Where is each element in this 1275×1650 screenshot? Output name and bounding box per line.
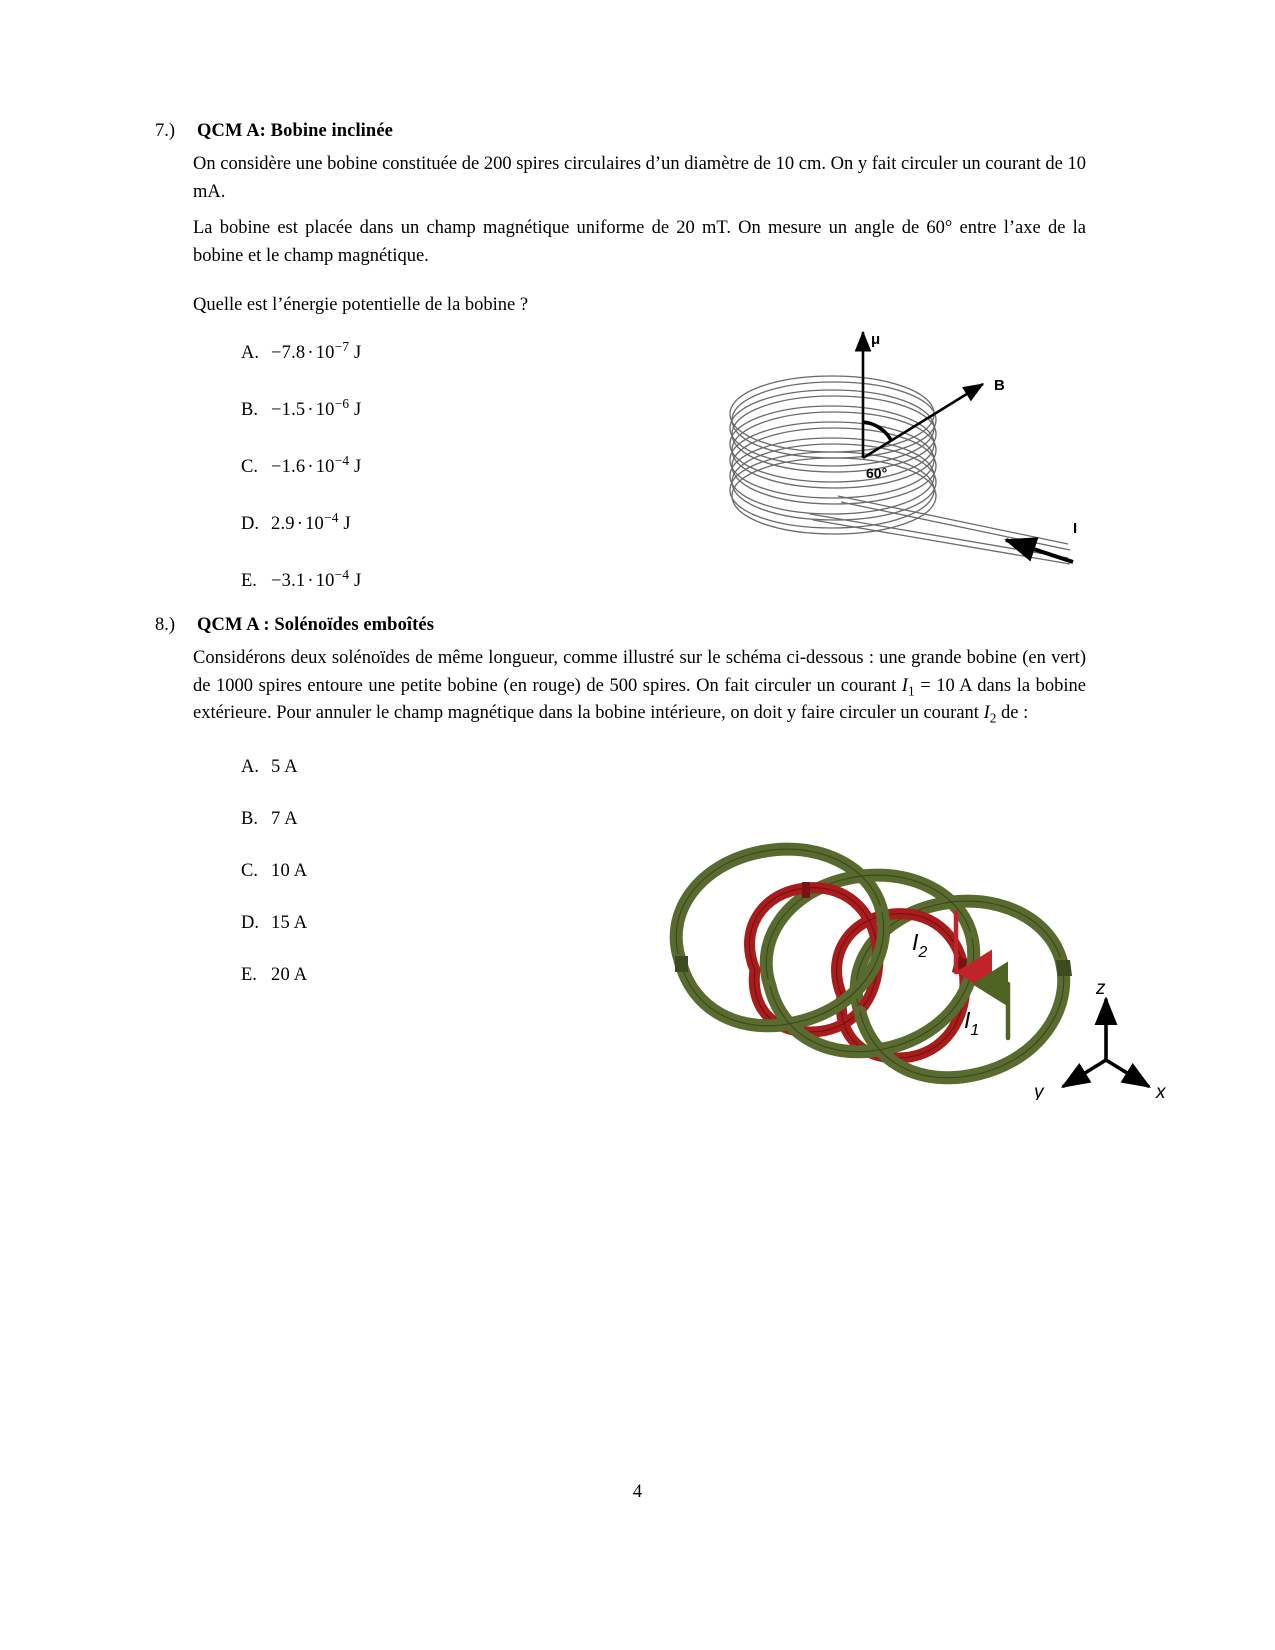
option-a-letter: A. bbox=[241, 342, 259, 363]
option-d-unit: J bbox=[343, 513, 351, 534]
multiplication-dot-icon: · bbox=[307, 399, 314, 420]
inner-current-symbol: I bbox=[912, 929, 919, 955]
question-8-line-3b: = 10 A dans la bobine extérieure. Pour annuler le champ magnétique dans la bobine bbox=[193, 675, 1086, 723]
option-d-value: $2.9 \cdot 10^{-4}$ J bbox=[271, 509, 351, 534]
option-e-value: 20 A bbox=[271, 964, 308, 985]
option-e-letter: E. bbox=[241, 964, 257, 985]
multiplication-dot-icon: · bbox=[307, 570, 314, 591]
x-axis-label: x bbox=[1156, 1082, 1166, 1100]
option-b-value: $-1.5 \cdot 10^{-6}$ J bbox=[271, 395, 362, 420]
option-d-mantissa: 2.9 bbox=[271, 513, 295, 534]
z-axis-label: z bbox=[1096, 978, 1106, 999]
option-a-value: $-7.8 \cdot 10^{-7}$ J bbox=[271, 338, 362, 363]
y-axis-arrow bbox=[1064, 1060, 1106, 1086]
option-d-value: 15 A bbox=[271, 912, 308, 933]
option-b-letter: B. bbox=[241, 808, 258, 829]
current-i2-subscript: 2 bbox=[989, 710, 997, 726]
coil-lead-wires bbox=[810, 496, 1070, 564]
option-c-unit: J bbox=[354, 456, 362, 477]
option-a-exponent: −7 bbox=[334, 338, 350, 354]
coordinate-axes bbox=[1032, 978, 1167, 1100]
option-c-letter: C. bbox=[241, 456, 258, 477]
question-8-title: QCM A : Solénoïdes emboîtés bbox=[197, 615, 435, 635]
inclined-coil-svg bbox=[718, 318, 1098, 588]
question-8-paragraph bbox=[193, 645, 1086, 728]
option-e-mantissa: −3.1 bbox=[271, 570, 306, 591]
option-e-letter: E. bbox=[241, 570, 257, 591]
magnetic-moment-label: μ bbox=[871, 331, 881, 348]
inclined-coil-diagram bbox=[718, 318, 1098, 588]
angle-label: 60° bbox=[866, 465, 888, 481]
option-b-unit: J bbox=[354, 399, 362, 420]
outer-coil-end-cap bbox=[675, 956, 688, 972]
current-i1-subscript: 1 bbox=[907, 683, 915, 699]
option-b-mantissa: −1.5 bbox=[271, 399, 306, 420]
question-7-paragraph-1: On considère une bobine constituée de 200 spires circulaires d’un diamètre de 10 cm. On y fait circuler un courant de 10 mA. bbox=[193, 154, 1086, 202]
option-c-mantissa: −1.6 bbox=[271, 456, 306, 477]
option-a-unit: J bbox=[354, 342, 362, 363]
multiplication-dot-icon: · bbox=[307, 456, 314, 477]
question-7-heading bbox=[155, 118, 1090, 144]
option-e-exponent: −4 bbox=[334, 566, 350, 582]
option-d-letter: D. bbox=[241, 912, 259, 933]
option-b-value: 7 A bbox=[271, 808, 298, 829]
x-axis-arrow bbox=[1106, 1060, 1148, 1086]
option-c-exponent: −4 bbox=[334, 452, 350, 468]
question-7-prompt: Quelle est l’énergie potentielle de la bobine ? bbox=[193, 295, 529, 315]
option-a-value: 5 A bbox=[271, 756, 298, 777]
option-e-value: $-3.1 \cdot 10^{-4}$ J bbox=[271, 566, 362, 591]
inner-current-subscript: 2 bbox=[918, 944, 928, 961]
nested-solenoids-svg bbox=[620, 760, 1180, 1100]
magnetic-field-label: B bbox=[994, 377, 1005, 394]
outer-current-label bbox=[964, 1007, 979, 1039]
outer-current-subscript: 1 bbox=[970, 1022, 980, 1039]
option-a-mantissa: −7.8 bbox=[271, 342, 306, 363]
outer-current-symbol: I bbox=[964, 1007, 971, 1033]
page-number: 4 bbox=[632, 1482, 643, 1502]
inner-coil-end-cap bbox=[802, 882, 810, 898]
question-7-number: 7.) bbox=[155, 121, 176, 141]
question-8-line-1: Considérons deux solénoïdes de même longueur, comme illustré sur le schéma ci-dessous : une grande bbox=[193, 648, 962, 668]
question-8-line-4b: de : bbox=[996, 703, 1029, 723]
option-c-letter: C. bbox=[241, 860, 258, 881]
option-b-letter: B. bbox=[241, 399, 258, 420]
option-d-exponent: −4 bbox=[324, 509, 339, 525]
multiplication-dot-icon: · bbox=[296, 513, 304, 534]
multiplication-dot-icon: · bbox=[307, 342, 314, 363]
question-7-title: QCM A: Bobine inclinée bbox=[197, 121, 393, 141]
question-8-line-2: bobine (en vert) de 1000 spires entoure une petite bobine (en rouge) de 500 spires. On fait circuler bbox=[193, 648, 1086, 696]
question-8-number: 8.) bbox=[155, 615, 176, 635]
question-8-line-3a: un courant bbox=[816, 675, 902, 696]
inner-current-label bbox=[912, 929, 927, 961]
question-8-line-4a: intérieure, on doit y faire circuler un courant bbox=[650, 703, 984, 723]
question-8-heading bbox=[155, 612, 1090, 638]
current-label: I bbox=[1073, 520, 1078, 537]
question-7-paragraph-2: La bobine est placée dans un champ magnétique uniforme de 20 mT. On mesure un angle de 60° entre l’axe de la bobine et le champ magnétique. bbox=[193, 218, 1086, 266]
current-i2-symbol: I bbox=[983, 703, 990, 723]
option-b-exponent: −6 bbox=[334, 395, 350, 411]
option-a-letter: A. bbox=[241, 756, 259, 777]
option-d-letter: D. bbox=[241, 513, 259, 534]
option-c-value: 10 A bbox=[271, 860, 308, 881]
outer-coil-end-cap bbox=[1056, 960, 1072, 976]
nested-solenoids-diagram bbox=[620, 760, 1180, 1100]
y-axis-label: y bbox=[1034, 1082, 1044, 1100]
option-c-value: $-1.6 \cdot 10^{-4}$ J bbox=[271, 452, 362, 477]
option-e-unit: J bbox=[354, 570, 362, 591]
current-i1-symbol: I bbox=[901, 675, 908, 696]
